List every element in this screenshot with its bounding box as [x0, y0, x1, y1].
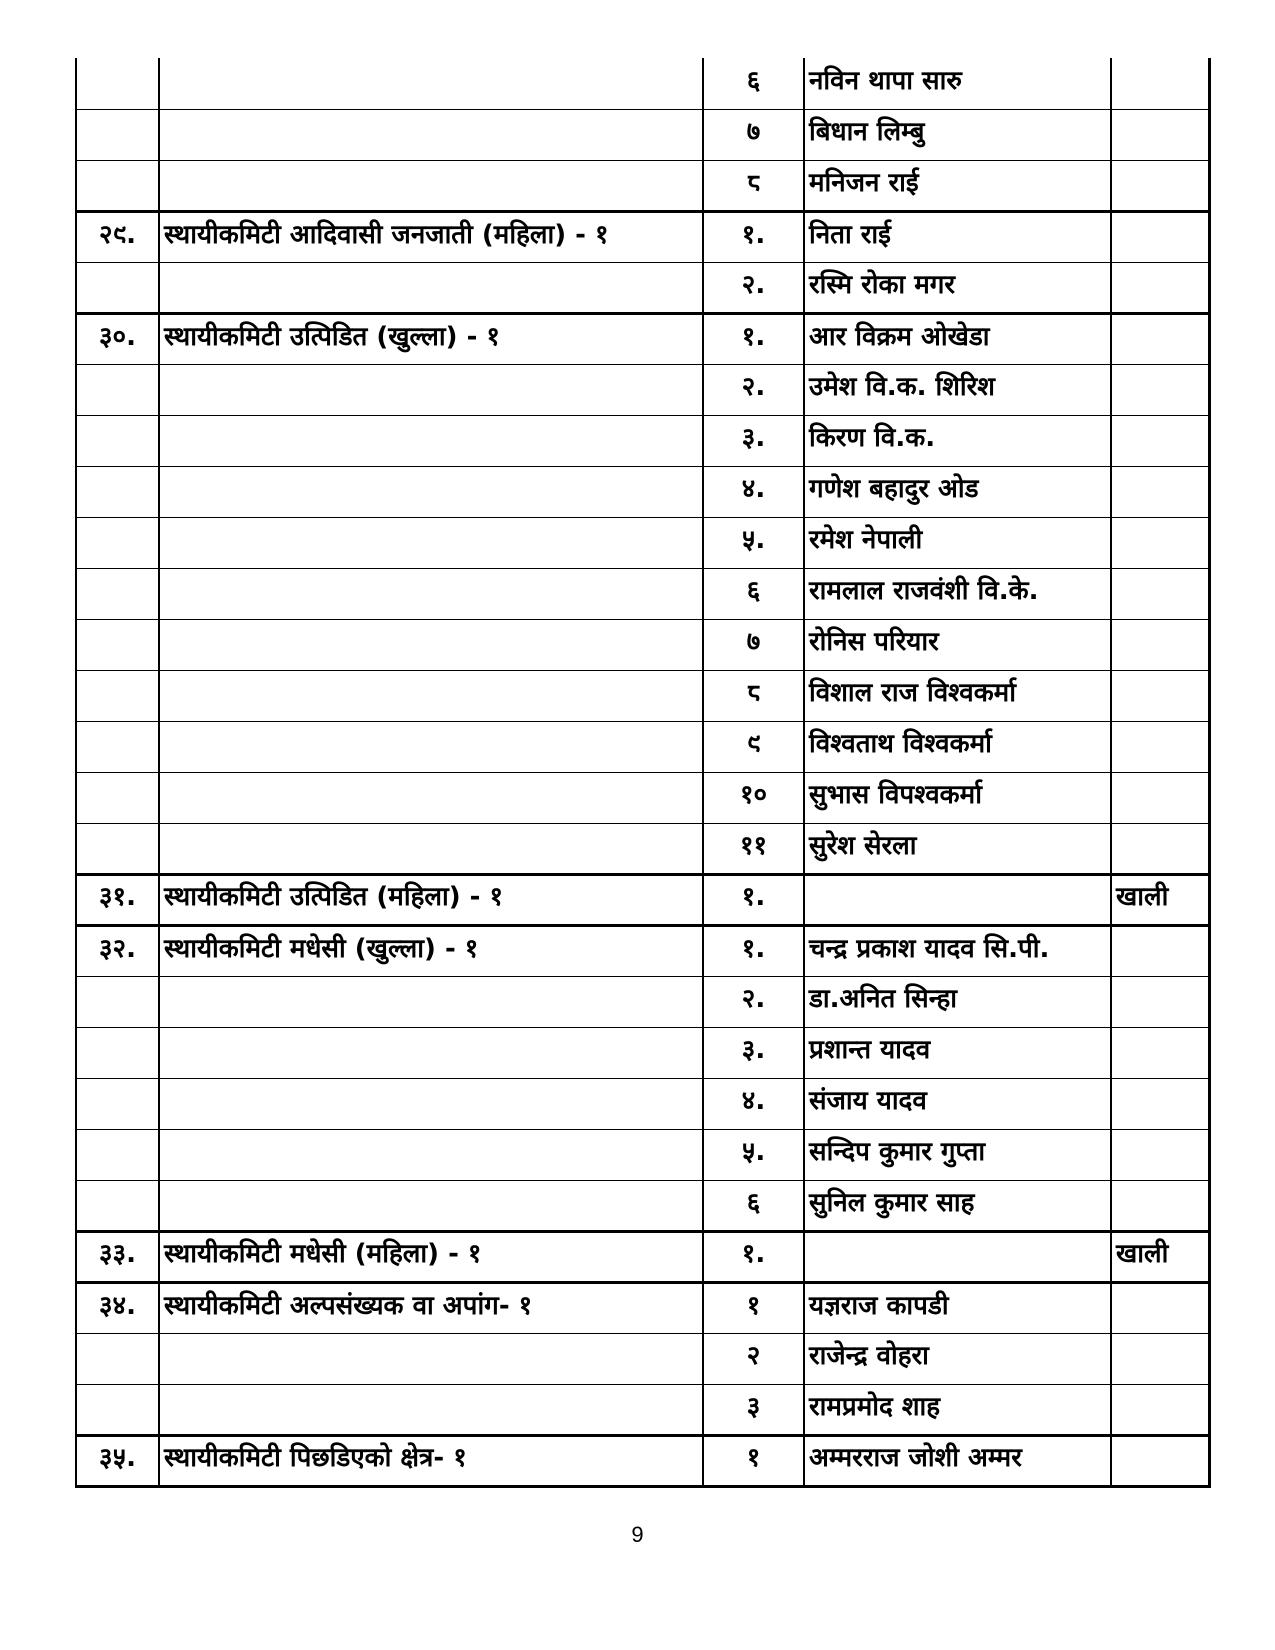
table-row	[76, 211, 1209, 262]
status-cell	[1111, 109, 1209, 160]
status-cell	[1111, 517, 1209, 568]
serial-number-cell	[76, 1180, 159, 1231]
status-cell	[1111, 1027, 1209, 1078]
serial-number-cell	[76, 58, 159, 109]
status-cell	[1111, 262, 1209, 313]
table-row	[76, 772, 1209, 823]
table-row	[76, 976, 1209, 1027]
status-cell	[1111, 1129, 1209, 1180]
member-number-cell: ३.	[703, 1027, 804, 1078]
table-row	[76, 1129, 1209, 1180]
member-name-cell: सुनिल कुमार साह	[804, 1180, 1111, 1231]
member-name-cell: आर विक्रम ओखेडा	[804, 313, 1111, 364]
member-name-cell: रामलाल राजवंशी वि.के.	[804, 568, 1111, 619]
member-number-cell: २.	[703, 976, 804, 1027]
member-name-cell	[804, 874, 1111, 925]
status-cell	[1111, 772, 1209, 823]
committee-name-cell	[159, 1180, 703, 1231]
member-name-cell: उमेश वि.क. शिरिश	[804, 364, 1111, 415]
table-row	[76, 874, 1209, 925]
member-name-cell: सुभास विपश्वकर्मा	[804, 772, 1111, 823]
serial-number-cell	[76, 976, 159, 1027]
serial-number-cell	[76, 721, 159, 772]
member-number-cell: १	[703, 1282, 804, 1333]
status-cell	[1111, 1282, 1209, 1333]
serial-number-cell	[76, 415, 159, 466]
status-cell	[1111, 313, 1209, 364]
member-name-cell: प्रशान्त यादव	[804, 1027, 1111, 1078]
committee-name-cell	[159, 415, 703, 466]
member-name-cell: गणेश बहादुर ओड	[804, 466, 1111, 517]
serial-number-cell	[76, 670, 159, 721]
roster-rows	[76, 58, 1209, 1486]
serial-number-cell: ३५.	[76, 1435, 159, 1486]
committee-name-cell	[159, 721, 703, 772]
member-number-cell: ९	[703, 721, 804, 772]
table-row	[76, 109, 1209, 160]
status-cell	[1111, 1333, 1209, 1384]
status-cell	[1111, 58, 1209, 109]
member-name-cell: बिधान लिम्बु	[804, 109, 1111, 160]
table-row	[76, 568, 1209, 619]
status-cell	[1111, 721, 1209, 772]
member-number-cell: १.	[703, 313, 804, 364]
serial-number-cell	[76, 1027, 159, 1078]
committee-name-cell	[159, 1027, 703, 1078]
table-row	[76, 1333, 1209, 1384]
committee-name-cell	[159, 1078, 703, 1129]
serial-number-cell: ३०.	[76, 313, 159, 364]
committee-name-cell: स्थायीकमिटी मधेसी (महिला) - १	[159, 1231, 703, 1282]
table-row	[76, 364, 1209, 415]
table-row	[76, 1231, 1209, 1282]
serial-number-cell: ३१.	[76, 874, 159, 925]
serial-number-cell	[76, 364, 159, 415]
committee-name-cell	[159, 670, 703, 721]
table-row	[76, 1078, 1209, 1129]
committee-name-cell: स्थायीकमिटी उत्पिडित (खुल्ला) - १	[159, 313, 703, 364]
serial-number-cell	[76, 772, 159, 823]
committee-name-cell	[159, 619, 703, 670]
table-row	[76, 925, 1209, 976]
member-name-cell: निता राई	[804, 211, 1111, 262]
committee-name-cell	[159, 58, 703, 109]
member-name-cell: चन्द्र प्रकाश यादव सि.पी.	[804, 925, 1111, 976]
serial-number-cell	[76, 160, 159, 211]
member-number-cell: ३	[703, 1384, 804, 1435]
member-name-cell: संजाय यादव	[804, 1078, 1111, 1129]
table-row	[76, 466, 1209, 517]
member-number-cell: १०	[703, 772, 804, 823]
table-row	[76, 415, 1209, 466]
member-number-cell: १.	[703, 1231, 804, 1282]
status-cell	[1111, 1180, 1209, 1231]
member-name-cell: विश्वताथ विश्वकर्मा	[804, 721, 1111, 772]
table-row	[76, 58, 1209, 109]
member-name-cell: यज्ञराज कापडी	[804, 1282, 1111, 1333]
table-row	[76, 262, 1209, 313]
member-number-cell: ८	[703, 670, 804, 721]
member-name-cell: डा.अनित सिन्हा	[804, 976, 1111, 1027]
committee-name-cell: स्थायीकमिटी मधेसी (खुल्ला) - १	[159, 925, 703, 976]
committee-name-cell	[159, 772, 703, 823]
serial-number-cell: ३२.	[76, 925, 159, 976]
page-number: 9	[631, 1522, 644, 1547]
member-number-cell: ८	[703, 160, 804, 211]
status-cell	[1111, 823, 1209, 874]
serial-number-cell: ३४.	[76, 1282, 159, 1333]
status-cell	[1111, 415, 1209, 466]
member-name-cell: अम्मरराज जोशी अम्मर	[804, 1435, 1111, 1486]
member-number-cell: ६	[703, 1180, 804, 1231]
serial-number-cell	[76, 466, 159, 517]
member-name-cell: विशाल राज विश्वकर्मा	[804, 670, 1111, 721]
member-name-cell: किरण वि.क.	[804, 415, 1111, 466]
status-cell	[1111, 1435, 1209, 1486]
member-number-cell: ३.	[703, 415, 804, 466]
member-name-cell: मनिजन राई	[804, 160, 1111, 211]
serial-number-cell	[76, 823, 159, 874]
committee-name-cell	[159, 976, 703, 1027]
member-number-cell: ७	[703, 109, 804, 160]
status-cell: खाली	[1111, 1231, 1209, 1282]
member-name-cell: सन्दिप कुमार गुप्ता	[804, 1129, 1111, 1180]
status-cell	[1111, 1384, 1209, 1435]
member-number-cell: ४.	[703, 1078, 804, 1129]
committee-name-cell	[159, 1333, 703, 1384]
table-row	[76, 721, 1209, 772]
member-name-cell: रामप्रमोद शाह	[804, 1384, 1111, 1435]
table-row	[76, 1435, 1209, 1486]
member-name-cell: रस्मि रोका मगर	[804, 262, 1111, 313]
status-cell	[1111, 211, 1209, 262]
member-number-cell: १.	[703, 925, 804, 976]
table-row	[76, 160, 1209, 211]
member-name-cell: रमेश नेपाली	[804, 517, 1111, 568]
committee-name-cell: स्थायीकमिटी उत्पिडित (महिला) - १	[159, 874, 703, 925]
member-number-cell: ७	[703, 619, 804, 670]
member-number-cell: १	[703, 1435, 804, 1486]
serial-number-cell	[76, 1333, 159, 1384]
member-name-cell	[804, 1231, 1111, 1282]
member-number-cell: ६	[703, 568, 804, 619]
member-number-cell: ६	[703, 58, 804, 109]
committee-name-cell	[159, 823, 703, 874]
member-number-cell: २.	[703, 364, 804, 415]
status-cell	[1111, 364, 1209, 415]
member-number-cell: ५.	[703, 517, 804, 568]
committee-name-cell	[159, 109, 703, 160]
committee-roster-table	[75, 58, 1211, 1488]
table-row	[76, 823, 1209, 874]
committee-name-cell	[159, 1129, 703, 1180]
status-cell	[1111, 925, 1209, 976]
committee-name-cell	[159, 1384, 703, 1435]
member-name-cell: नविन थापा सारु	[804, 58, 1111, 109]
committee-name-cell	[159, 364, 703, 415]
committee-name-cell	[159, 568, 703, 619]
committee-name-cell: स्थायीकमिटी अल्पसंख्यक वा अपांग- १	[159, 1282, 703, 1333]
serial-number-cell	[76, 1384, 159, 1435]
committee-name-cell	[159, 262, 703, 313]
table-row	[76, 1282, 1209, 1333]
member-name-cell: राजेन्द्र वोहरा	[804, 1333, 1111, 1384]
status-cell	[1111, 1078, 1209, 1129]
member-number-cell: ५.	[703, 1129, 804, 1180]
serial-number-cell	[76, 568, 159, 619]
status-cell	[1111, 976, 1209, 1027]
status-cell	[1111, 466, 1209, 517]
member-number-cell: २.	[703, 262, 804, 313]
member-number-cell: १.	[703, 874, 804, 925]
serial-number-cell: ३३.	[76, 1231, 159, 1282]
committee-name-cell	[159, 160, 703, 211]
status-cell: खाली	[1111, 874, 1209, 925]
serial-number-cell	[76, 1078, 159, 1129]
serial-number-cell	[76, 1129, 159, 1180]
table-row	[76, 313, 1209, 364]
committee-name-cell: स्थायीकमिटी पिछडिएको क्षेत्र- १	[159, 1435, 703, 1486]
member-number-cell: ४.	[703, 466, 804, 517]
member-name-cell: रोनिस परियार	[804, 619, 1111, 670]
table-row	[76, 1384, 1209, 1435]
member-number-cell: १.	[703, 211, 804, 262]
member-name-cell: सुरेश सेरला	[804, 823, 1111, 874]
table-row	[76, 1180, 1209, 1231]
serial-number-cell	[76, 262, 159, 313]
table-row	[76, 670, 1209, 721]
member-number-cell: २	[703, 1333, 804, 1384]
committee-name-cell	[159, 466, 703, 517]
table-row	[76, 1027, 1209, 1078]
member-number-cell: ११	[703, 823, 804, 874]
status-cell	[1111, 160, 1209, 211]
serial-number-cell	[76, 109, 159, 160]
committee-name-cell	[159, 517, 703, 568]
serial-number-cell: २९.	[76, 211, 159, 262]
committee-name-cell: स्थायीकमिटी आदिवासी जनजाती (महिला) - १	[159, 211, 703, 262]
status-cell	[1111, 670, 1209, 721]
status-cell	[1111, 568, 1209, 619]
table-row	[76, 619, 1209, 670]
table-row	[76, 517, 1209, 568]
serial-number-cell	[76, 517, 159, 568]
status-cell	[1111, 619, 1209, 670]
serial-number-cell	[76, 619, 159, 670]
